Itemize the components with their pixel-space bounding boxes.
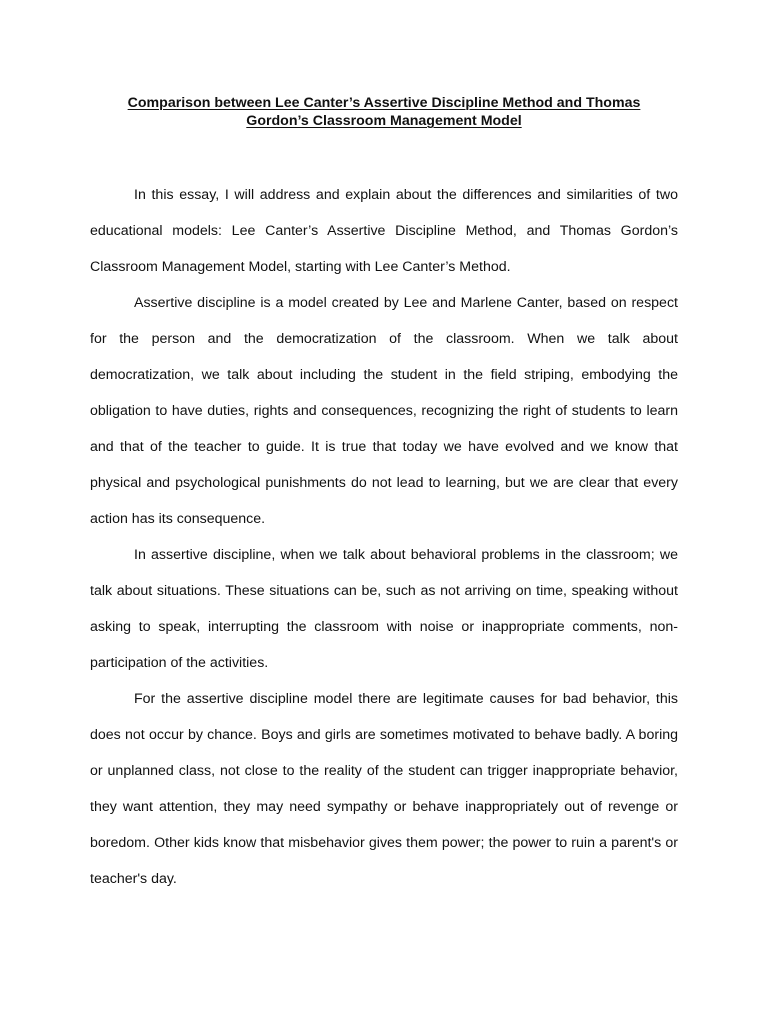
paragraph-assertive-discipline-definition: Assertive discipline is a model created by Lee and Marlene Canter, based on respect for the person and the democratization of the classroom. When we talk about democratization, we talk about including the student in the field striping, embodying the obligation to have duties, rights and consequences, recognizing the right of students to learn and that of the teacher to guide. It is true that today we have evolved and we know that physical and psychological punishments do not lead to learning, but we are clear that every action has its consequence. — [90, 295, 678, 527]
title-line-1: Comparison between Lee Canter’s Assertive Discipline Method and Thomas — [127, 95, 641, 111]
paragraph-causes-of-bad-behavior: For the assertive discipline model there are legitimate causes for bad behavior, this does not occur by chance. Boys and girls are sometimes motivated to behave badly. A boring or unplanned class, not close to the reality of the student can trigger inappropriate behavior, they want attention, they may need sympathy or behave inappropriately out of revenge or boredom. Other kids know that misbehavior gives them power; the power to ruin a parent's or teacher's day. — [90, 691, 678, 887]
paragraph-behavioral-problems: In assertive discipline, when we talk about behavioral problems in the classroom; we talk about situations. These situations can be, such as not arriving on time, speaking without asking to speak, interrupting the classroom with noise or inappropriate comments, non-participation of the activities. — [90, 547, 678, 671]
title-line-2: Gordon’s Classroom Management Model — [246, 113, 522, 129]
paragraph-introduction: In this essay, I will address and explain about the differences and similarities of two educational models: Lee Canter’s Assertive Discipline Method, and Thomas Gordon’s Classroom Management Model, starting with Lee Canter’s Method. — [90, 187, 678, 275]
document-body — [90, 177, 678, 897]
document-title — [90, 94, 678, 130]
